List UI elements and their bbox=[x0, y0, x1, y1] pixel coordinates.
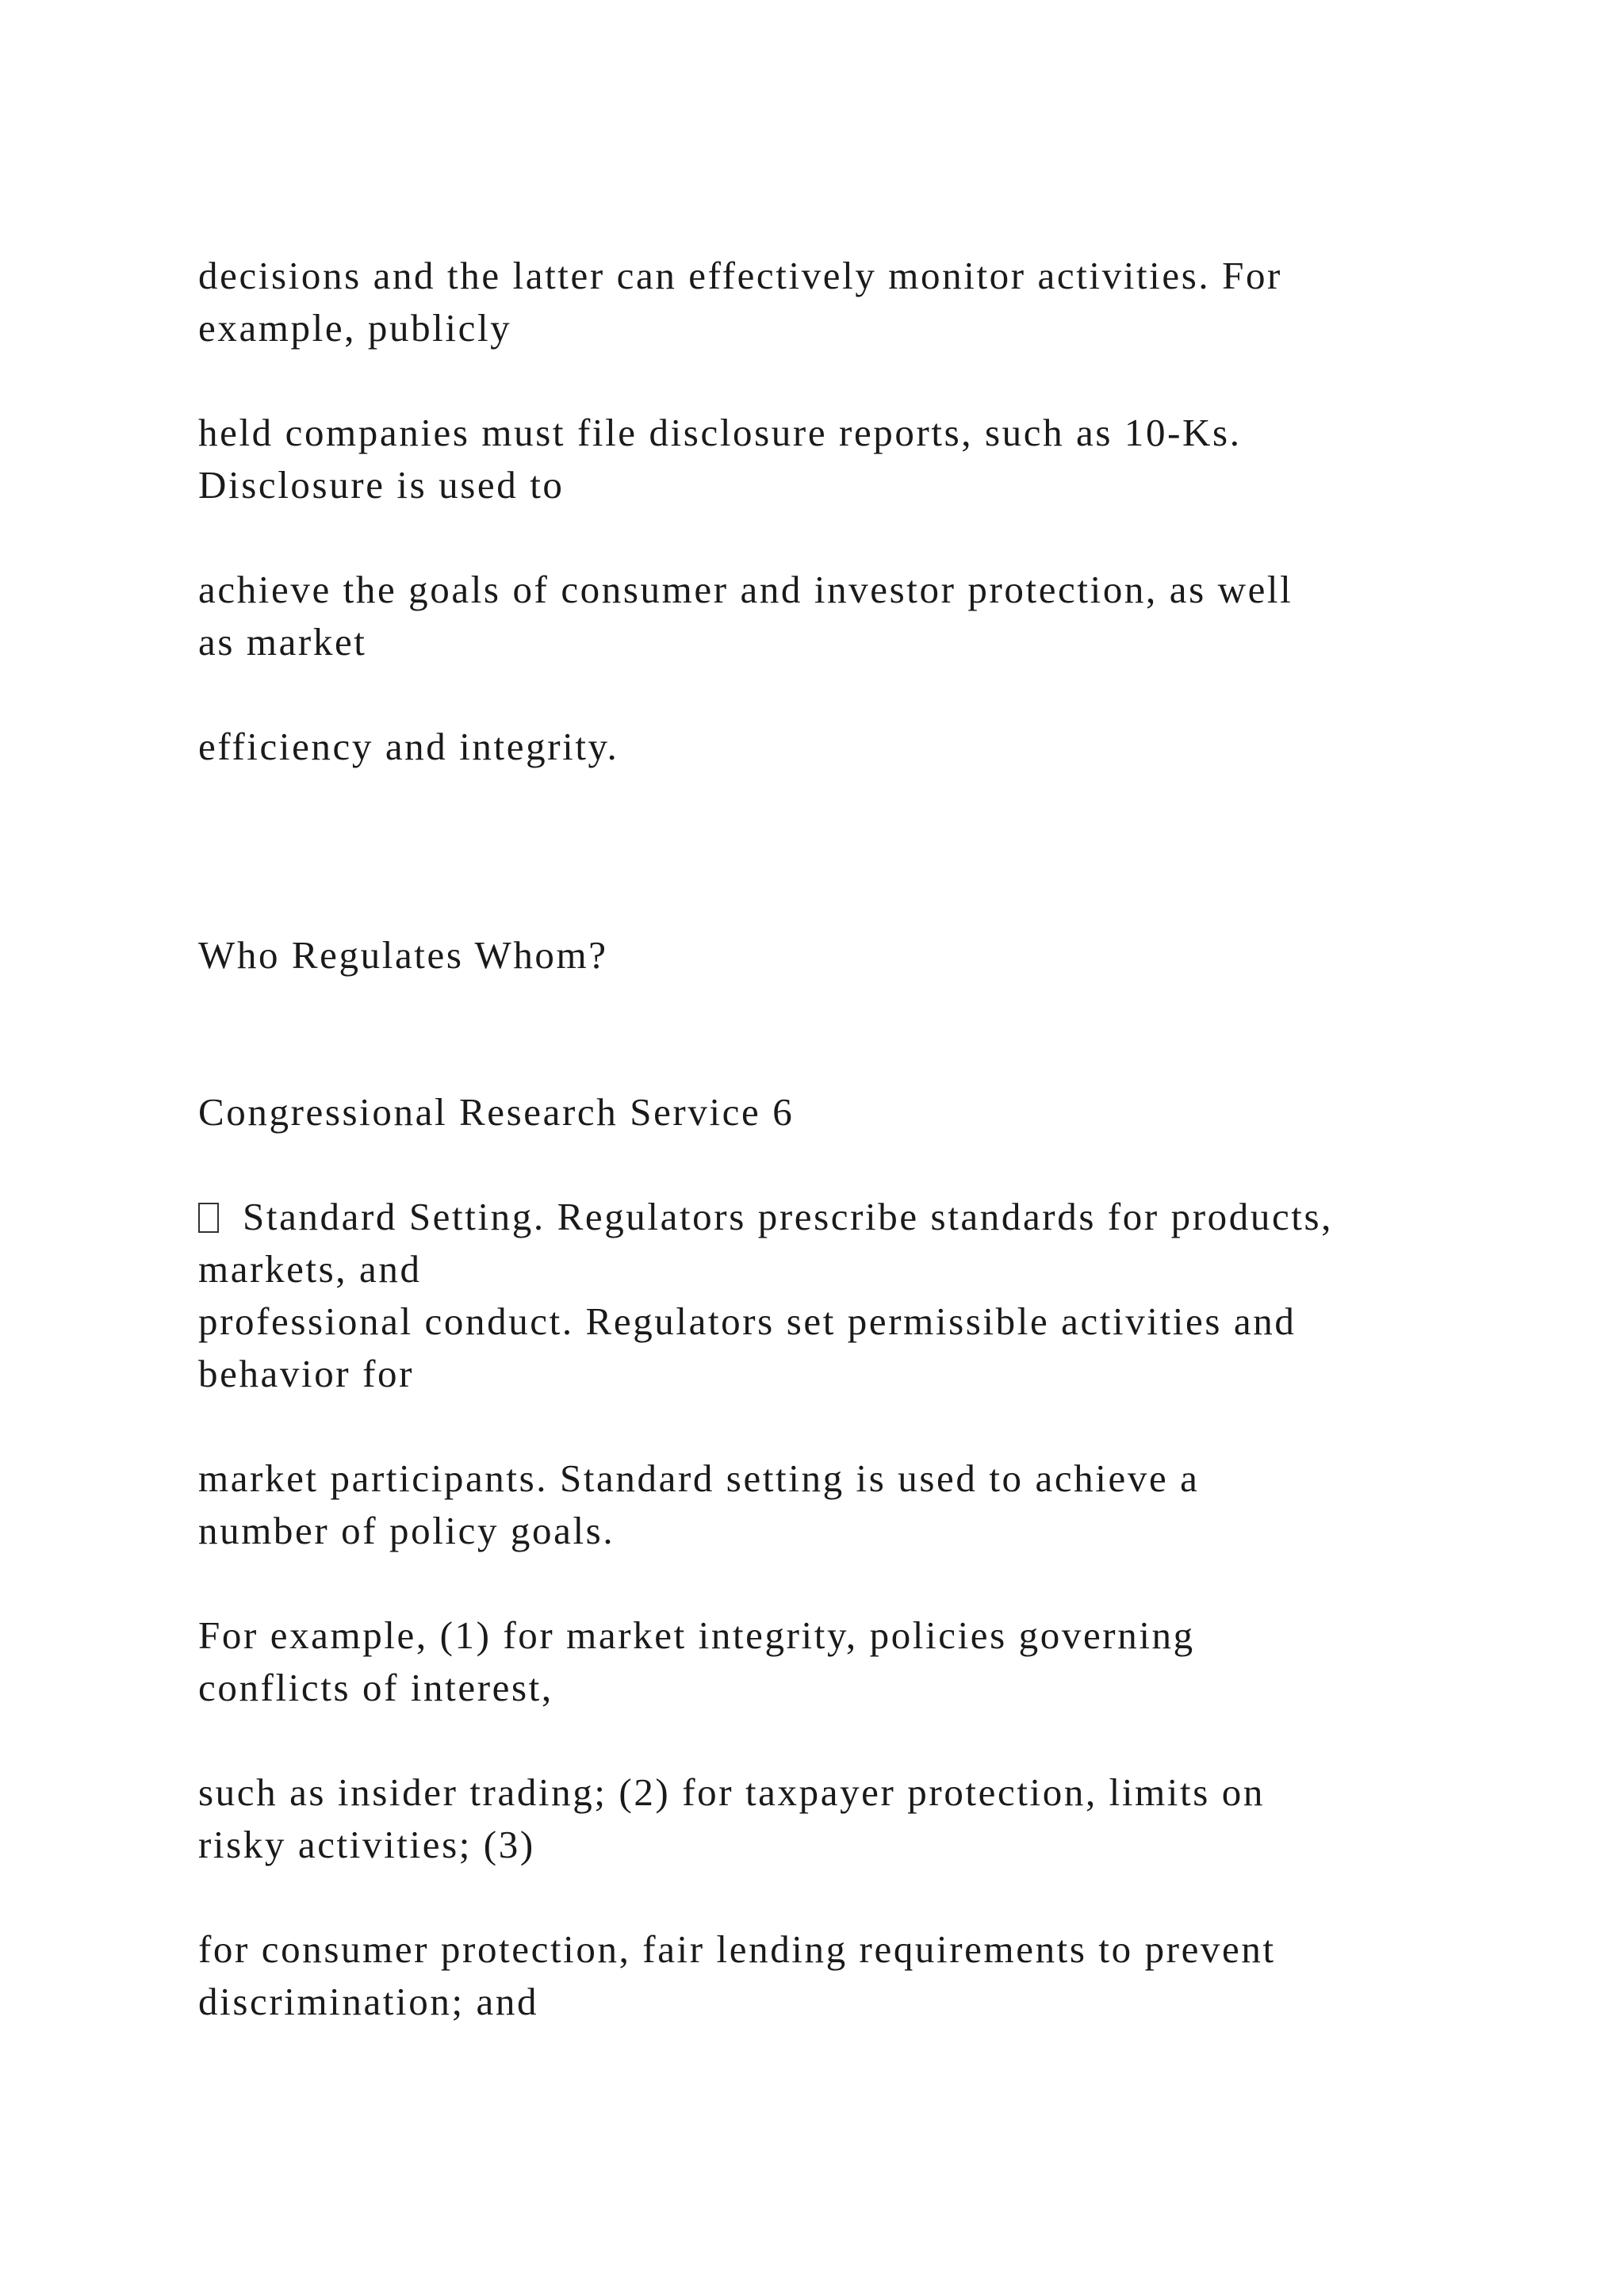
missing-glyph-box-icon bbox=[198, 1203, 219, 1233]
text-line: decisions and the latter can effectively monitor activities. For bbox=[198, 254, 1282, 297]
text-line: markets, and bbox=[198, 1247, 422, 1291]
text-line: behavior for bbox=[198, 1352, 415, 1395]
bullet-line bbox=[198, 1191, 1333, 1243]
text-line: market participants. Standard setting is used to achieve a bbox=[198, 1456, 1200, 1500]
text-line: Standard Setting. Regulators prescribe standards for products, bbox=[243, 1195, 1334, 1238]
text-line: professional conduct. Regulators set permissible activities and bbox=[198, 1299, 1297, 1343]
running-title: Who Regulates Whom? bbox=[198, 933, 608, 977]
text-line: such as insider trading; (2) for taxpayer protection, limits on bbox=[198, 1770, 1265, 1814]
text-line: risky activities; (3) bbox=[198, 1823, 535, 1866]
text-line: discrimination; and bbox=[198, 1980, 539, 2023]
page-footer: Congressional Research Service 6 bbox=[198, 1090, 795, 1134]
text-line: Disclosure is used to bbox=[198, 463, 565, 507]
text-line: held companies must file disclosure reports, such as 10-Ks. bbox=[198, 411, 1242, 454]
text-line: as market bbox=[198, 620, 367, 664]
text-line: achieve the goals of consumer and investor protection, as well bbox=[198, 568, 1293, 611]
text-line: conflicts of interest, bbox=[198, 1666, 553, 1709]
text-line: For example, (1) for market integrity, policies governing bbox=[198, 1613, 1195, 1657]
text-line: efficiency and integrity. bbox=[198, 725, 619, 768]
text-line: number of policy goals. bbox=[198, 1509, 615, 1552]
text-line: example, publicly bbox=[198, 306, 512, 350]
text-line: for consumer protection, fair lending requirements to prevent bbox=[198, 1927, 1276, 1971]
